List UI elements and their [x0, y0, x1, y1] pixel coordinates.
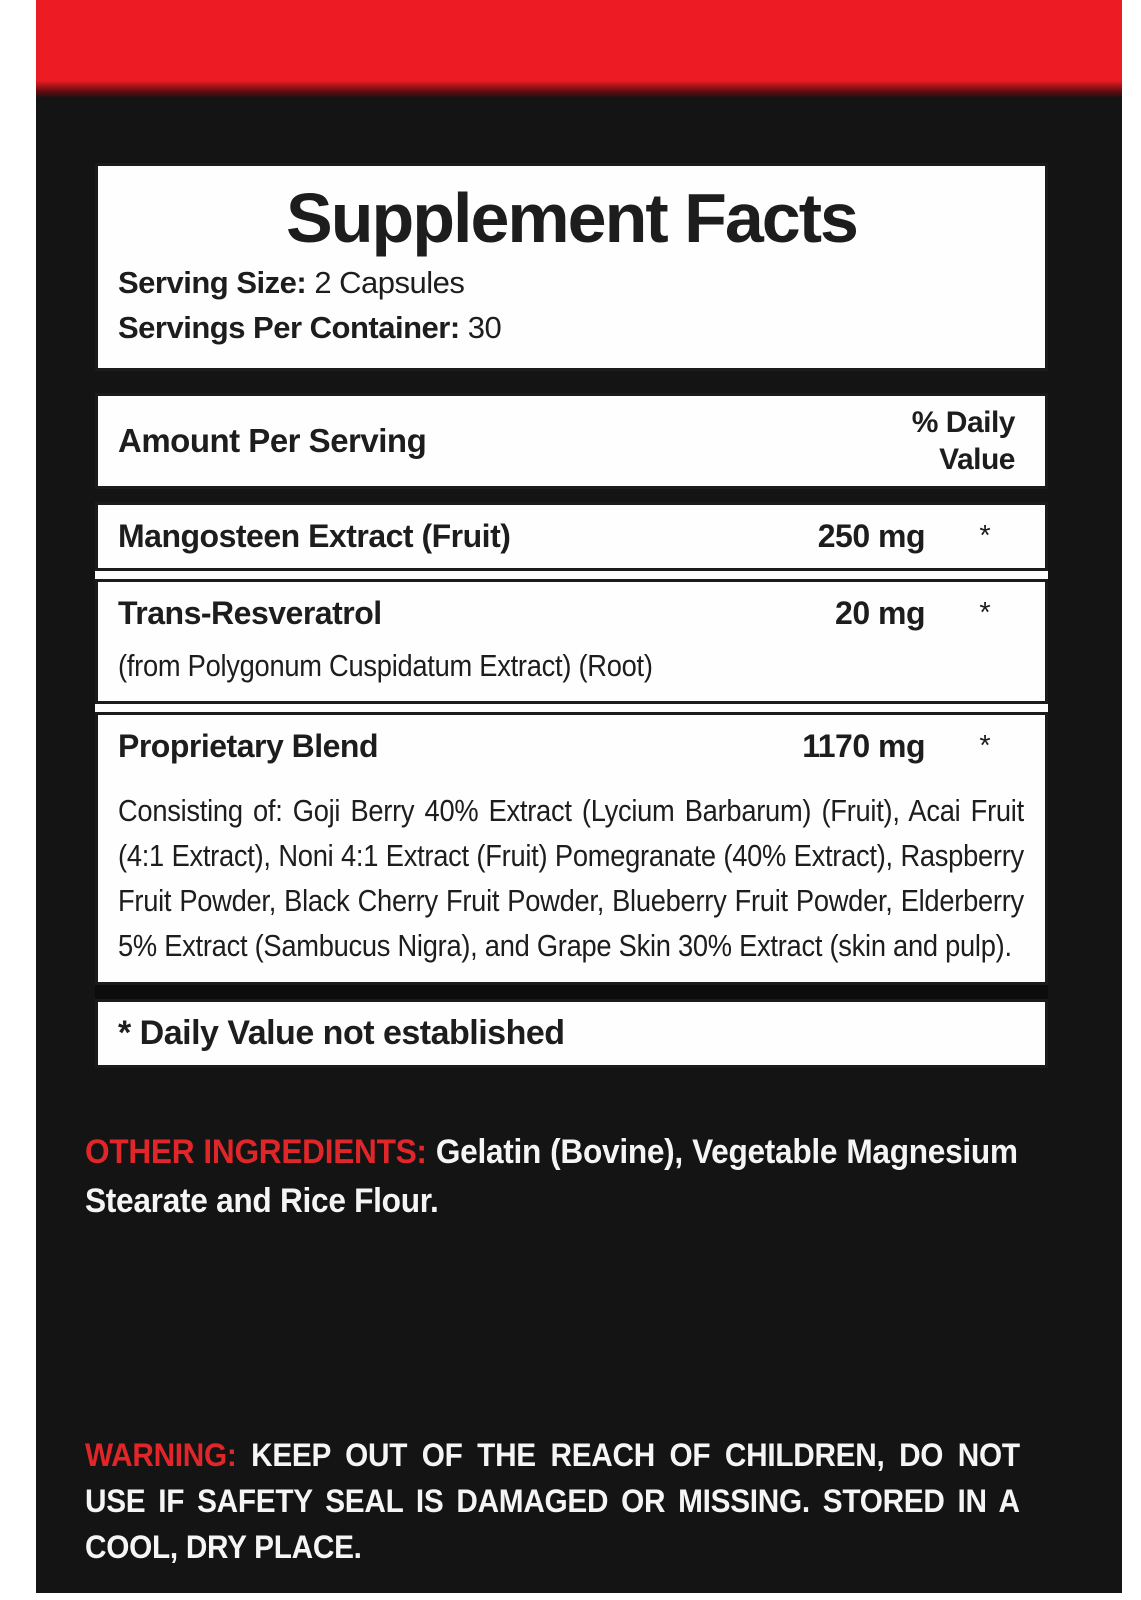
title-serving-box: [95, 163, 1048, 371]
ingredient-row-line: [98, 715, 1045, 778]
daily-value-header: [912, 404, 1015, 478]
ingredient-name: Mangosteen Extract (Fruit): [118, 518, 511, 554]
ingredient-name: Proprietary Blend: [118, 728, 379, 764]
section-gap: [95, 489, 1048, 502]
amount-per-serving-header: Amount Per Serving: [118, 422, 427, 459]
daily-value-footnote: * Daily Value not established: [118, 1014, 565, 1052]
column-header-box: [95, 393, 1048, 489]
ingredient-row-line: [98, 505, 1045, 568]
ingredient-row-trans-resveratrol: [95, 579, 1048, 704]
ingredient-amount: 250 mg: [817, 518, 925, 554]
red-top-band: [36, 0, 1122, 98]
ingredient-daily-value: *: [979, 597, 991, 629]
servings-per-container-line: [118, 305, 1025, 350]
ingredient-daily-value: *: [979, 520, 991, 552]
ingredient-daily-value: *: [979, 730, 991, 762]
ingredient-rows: [95, 502, 1048, 985]
warning-text: KEEP OUT OF THE REACH OF CHILDREN, DO NOT USE IF SAFETY SEAL IS DAMAGED OR MISSING. STORED IN A COOL, DRY PLACE.: [85, 1437, 1020, 1565]
blend-composition-note: [98, 778, 1045, 982]
warning-section: [85, 1432, 1020, 1570]
facts-title: Supplement Facts: [286, 179, 857, 257]
ingredient-row-line: [98, 582, 1045, 645]
other-ingredients-label: OTHER INGREDIENTS:: [85, 1133, 427, 1171]
servings-per-container-value: 30: [467, 310, 502, 345]
warning-paragraph: [85, 1432, 1020, 1570]
ingredient-note: [98, 645, 1045, 701]
other-ingredients-paragraph: [85, 1128, 1018, 1226]
ingredient-row-mangosteen: [95, 502, 1048, 571]
ingredient-note-text: (from Polygonum Cuspidatum Extract) (Root): [118, 648, 653, 683]
supplement-facts-panel: [95, 163, 1048, 1068]
supplement-label: [36, 0, 1122, 1593]
other-ingredients-text: Gelatin (Bovine), Vegetable Magnesium Stearate and Rice Flour.: [85, 1133, 1018, 1220]
servings-per-container-label: Servings Per Container:: [118, 310, 460, 345]
serving-size-value: 2 Capsules: [314, 265, 465, 300]
blend-composition-text: Consisting of: Goji Berry 40% Extract (Lycium Barbarum) (Fruit), Acai Fruit (4:1 Extract), Noni 4:1 Extract (Fruit) Pomegranate (40% Extract), Raspberry Fruit Powder, Black Cherry Fruit Powder, Blueberry Fruit Powder, Elderberry 5% Extract (Sambucus Nigra), and Grape Skin 30% Extract (skin and pulp).: [118, 793, 1024, 963]
thick-divider-bar: [95, 985, 1048, 999]
other-ingredients-section: [85, 1128, 1018, 1226]
section-gap: [95, 371, 1048, 393]
ingredient-name: Trans-Resveratrol: [118, 595, 382, 631]
ingredient-amount: 1170 mg: [802, 728, 925, 764]
daily-value-header-line2: Value: [939, 443, 1015, 476]
serving-size-label: Serving Size:: [118, 265, 307, 300]
ingredient-row-proprietary-blend: [95, 712, 1048, 985]
serving-size-line: [118, 260, 1025, 305]
ingredient-amount: 20 mg: [835, 595, 925, 631]
daily-value-footnote-box: [95, 999, 1048, 1068]
warning-label: WARNING:: [85, 1437, 237, 1473]
daily-value-header-line1: % Daily: [911, 406, 1015, 439]
